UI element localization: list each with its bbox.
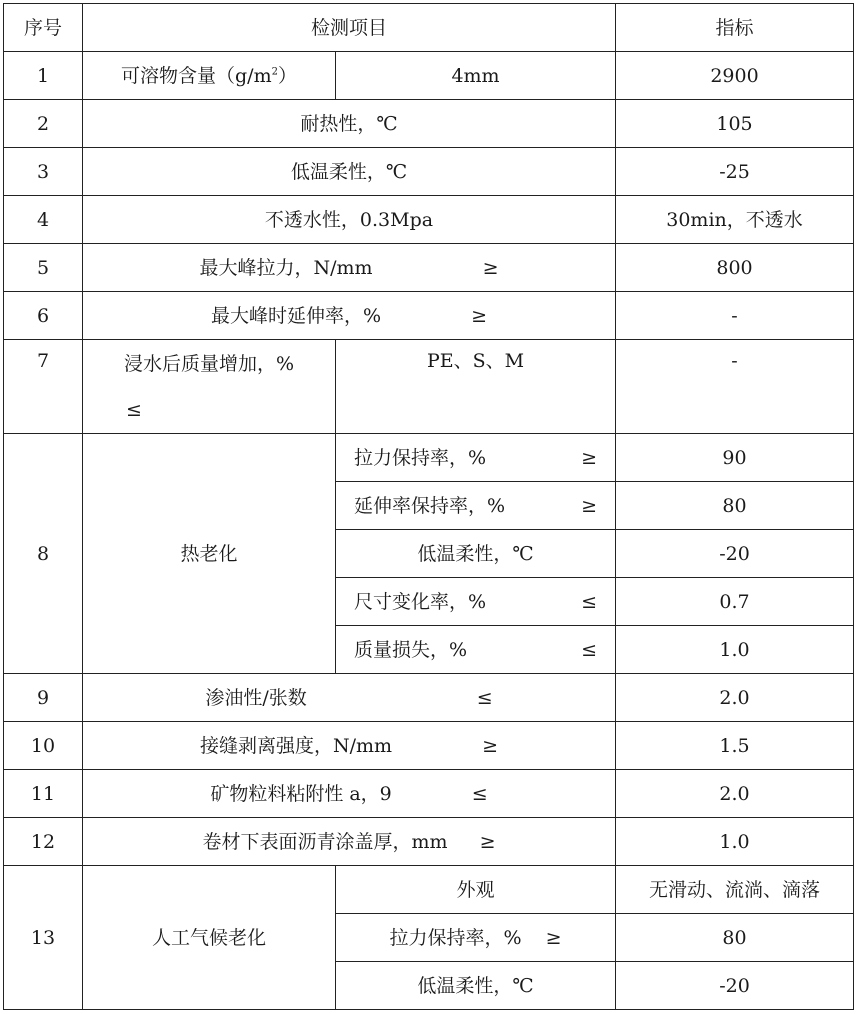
sub-item-value: 0.7	[616, 578, 854, 626]
row-item-superscript: 2	[271, 66, 278, 78]
row-item	[83, 52, 336, 100]
header-index: 指标	[616, 4, 854, 52]
sub-item	[336, 434, 616, 482]
comparison-symbol: ≥	[581, 446, 598, 469]
row-value: 2.0	[616, 674, 854, 722]
row-item-text: 最大峰拉力，N/mm	[199, 256, 373, 279]
table-row	[4, 100, 854, 148]
sub-item	[336, 626, 616, 674]
header-seq: 序号	[4, 4, 83, 52]
row-value: 800	[616, 244, 854, 292]
sub-item-label: 外观	[336, 866, 616, 914]
row-item: 低温柔性，℃	[83, 148, 616, 196]
row-item-text: 最大峰时延伸率，%	[211, 304, 382, 327]
table-row	[4, 770, 854, 818]
sub-item	[336, 578, 616, 626]
sub-item-value: 90	[616, 434, 854, 482]
row-seq: 3	[4, 148, 83, 196]
comparison-symbol: ≤	[581, 590, 598, 613]
row-item	[83, 818, 616, 866]
sub-item-label: 质量损失，%	[354, 638, 468, 661]
row-item-text: 矿物粒料粘附性 a，9	[210, 782, 392, 805]
comparison-symbol: ≥	[482, 734, 498, 757]
comparison-symbol: ≥	[479, 830, 496, 853]
comparison-symbol: ≥	[545, 926, 562, 949]
table-row	[4, 866, 854, 914]
table-row	[4, 244, 854, 292]
row-seq: 1	[4, 52, 83, 100]
row-item-sub: PE、S、M	[336, 340, 616, 434]
row-seq: 7	[4, 340, 83, 434]
table-row	[4, 674, 854, 722]
row-item-text: 浸水后质量增加，%	[123, 352, 295, 375]
row-item-text: 渗油性/张数	[205, 686, 307, 709]
comparison-symbol: ≤	[471, 782, 488, 805]
comparison-symbol: ≥	[471, 304, 487, 327]
row-value: 30min，不透水	[616, 196, 854, 244]
row-value: 2.0	[616, 770, 854, 818]
row-item: 不透水性，0.3Mpa	[83, 196, 616, 244]
row-seq: 13	[4, 866, 83, 1010]
row-seq: 4	[4, 196, 83, 244]
sub-item-label: 尺寸变化率，%	[354, 590, 487, 613]
table-row	[4, 722, 854, 770]
row-item-sub: 4mm	[336, 52, 616, 100]
row-seq: 5	[4, 244, 83, 292]
sub-item-value: 无滑动、流淌、滴落	[616, 866, 854, 914]
comparison-symbol: ≥	[482, 256, 499, 279]
table-row	[4, 340, 854, 434]
test-items-table	[3, 3, 854, 1010]
row-item	[83, 770, 616, 818]
row-seq: 9	[4, 674, 83, 722]
sub-item-value: 80	[616, 914, 854, 962]
sub-item-label: 低温柔性，℃	[336, 962, 616, 1010]
row-seq: 2	[4, 100, 83, 148]
comparison-symbol: ≤	[476, 686, 493, 709]
table-row	[4, 818, 854, 866]
sub-item-label: 拉力保持率，%	[389, 926, 522, 949]
sub-item-label: 拉力保持率，%	[354, 446, 487, 469]
row-value: 2900	[616, 52, 854, 100]
sub-item-value: 80	[616, 482, 854, 530]
row-item	[83, 292, 616, 340]
row-item: 人工气候老化	[83, 866, 336, 1010]
table-row	[4, 196, 854, 244]
row-item: 耐热性，℃	[83, 100, 616, 148]
row-value: 1.5	[616, 722, 854, 770]
row-item-text: 卷材下表面沥青涂盖厚，mm	[202, 830, 448, 853]
comparison-symbol: ≤	[581, 638, 598, 661]
sub-item	[336, 482, 616, 530]
sub-item-label: 低温柔性，℃	[336, 530, 616, 578]
row-value: 105	[616, 100, 854, 148]
row-item	[83, 722, 616, 770]
row-value: -	[616, 340, 854, 434]
row-item	[83, 244, 616, 292]
comparison-symbol: ≥	[581, 494, 598, 517]
header-item: 检测项目	[83, 4, 616, 52]
sub-item-label: 延伸率保持率，%	[354, 494, 506, 517]
row-item	[83, 674, 616, 722]
row-seq: 6	[4, 292, 83, 340]
row-value: 1.0	[616, 818, 854, 866]
sub-item-value: -20	[616, 962, 854, 1010]
row-item-text: 接缝剥离强度，N/mm	[200, 734, 393, 757]
table-row	[4, 52, 854, 100]
sub-item	[336, 914, 616, 962]
row-seq: 8	[4, 434, 83, 674]
row-seq: 12	[4, 818, 83, 866]
table-row	[4, 434, 854, 482]
row-item-text: 可溶物含量（g/m	[121, 64, 272, 87]
table-header-row	[4, 4, 854, 52]
row-value: -25	[616, 148, 854, 196]
sub-item-value: -20	[616, 530, 854, 578]
table-row	[4, 148, 854, 196]
comparison-symbol: ≤	[126, 398, 142, 421]
row-seq: 11	[4, 770, 83, 818]
row-value: -	[616, 292, 854, 340]
row-seq: 10	[4, 722, 83, 770]
table-row	[4, 292, 854, 340]
sub-item-value: 1.0	[616, 626, 854, 674]
row-item-close: ）	[277, 64, 297, 87]
row-item: 热老化	[83, 434, 336, 674]
row-item	[83, 340, 336, 434]
